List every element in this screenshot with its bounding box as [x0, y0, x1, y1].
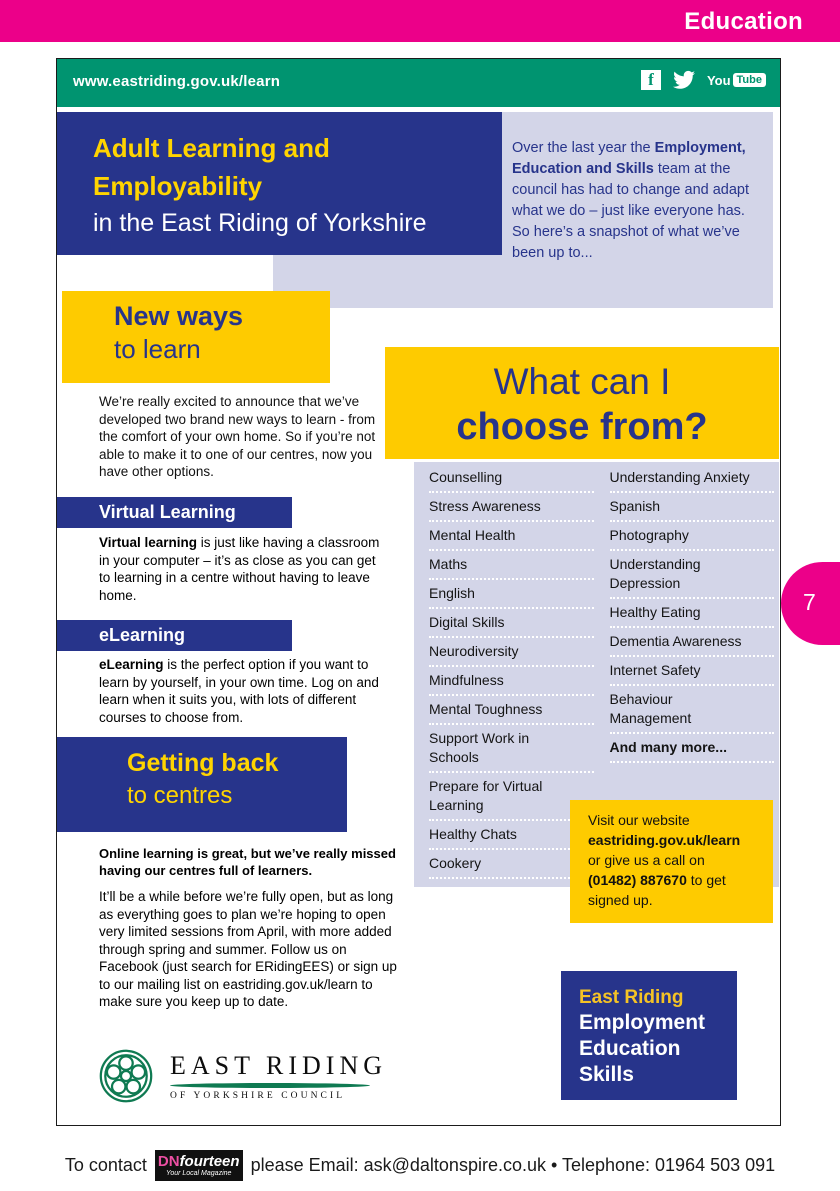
facebook-icon[interactable]: f — [641, 70, 661, 90]
new-ways-body: We’re really excited to announce that we’ve developed two brand new ways to learn - from the comfort of your own home. So if you’re not able to make it to one of our centres, now you have other options. — [99, 394, 376, 479]
elearning-body — [99, 656, 384, 726]
website-bar — [57, 59, 780, 107]
celtic-knot-icon — [98, 1048, 154, 1104]
top-banner — [0, 0, 840, 42]
getting-back-body: It’ll be a while before we’re fully open, but as long as everything goes to plan we’re hoping to open very limited sessions from April, with more added through spring and summer. Follow us on Facebook (just search for ERidingEES) or sign up to our mailing list on eastriding.gov.uk/learn to make sure you keep up to date. — [99, 889, 397, 1009]
getting-back-line-1: Getting back — [127, 749, 279, 777]
elearning-bold: eLearning — [99, 657, 164, 672]
page-number-tab — [781, 562, 840, 645]
council-name: EAST RIDING — [170, 1051, 388, 1080]
page-number: 7 — [803, 589, 816, 615]
choose-line-2: choose from? — [456, 406, 708, 448]
hero-line-1: Adult Learning and — [93, 133, 330, 163]
visit-line-4-rest: to get — [686, 872, 726, 888]
course-item: Stress Awareness — [429, 497, 594, 522]
course-item: Understanding — [609, 556, 701, 572]
course-item: Learning — [429, 796, 594, 821]
course-item: And many more... — [610, 738, 775, 763]
council-divider — [170, 1083, 370, 1088]
footer-after: please Email: ask@daltonspire.co.uk • Telephone: 01964 503 091 — [250, 1155, 776, 1175]
twitter-icon[interactable] — [673, 70, 695, 90]
ees-line-1: East Riding — [579, 987, 684, 1008]
visit-line-1: Visit our website — [588, 812, 690, 828]
council-subtitle: OF YORKSHIRE COUNCIL — [170, 1091, 346, 1101]
hero-line-3: in the East Riding of Yorkshire — [93, 209, 427, 237]
youtube-word: You — [706, 72, 731, 88]
visit-website-box — [570, 800, 773, 923]
new-ways-line-1: New ways — [114, 301, 244, 331]
virtual-learning-heading: Virtual Learning — [57, 497, 292, 528]
course-item: Cookery — [429, 854, 594, 879]
getting-back-heading — [57, 737, 347, 832]
dn-text: DN — [157, 1153, 180, 1170]
course-item: English — [429, 584, 594, 609]
course-item: Maths — [429, 555, 594, 580]
visit-website-link[interactable]: eastriding.gov.uk/learn — [588, 832, 741, 848]
course-item: Understanding Anxiety — [610, 468, 775, 493]
intro-before: Over the last year the — [512, 140, 655, 156]
fourteen-text: fourteen — [179, 1153, 240, 1170]
intro-after: team at the council has had to change and adapt what we do – just like everyone has. So here’s a snapshot of what we’ve been up to... — [512, 161, 750, 261]
council-logo-text — [170, 1051, 387, 1101]
visit-line-3: or give us a call on — [588, 852, 705, 868]
council-logo — [98, 1048, 387, 1104]
footer-bar — [0, 1140, 840, 1191]
course-item: Healthy Eating — [610, 603, 775, 628]
youtube-box: Tube — [733, 73, 766, 87]
getting-back-line-2: to centres — [127, 782, 233, 809]
new-ways-heading — [62, 291, 330, 383]
dnfourteen-logo — [155, 1150, 243, 1181]
hero-title-block — [57, 112, 502, 255]
intro-bold: Employment, Education and Skills — [512, 140, 746, 177]
choose-from-heading — [385, 347, 779, 459]
course-item: Schools — [429, 748, 594, 773]
course-item: Counselling — [429, 468, 594, 493]
course-item: Dementia Awareness — [610, 632, 775, 657]
course-item: Mental Toughness — [429, 700, 594, 725]
course-item: Behaviour — [609, 691, 673, 707]
section-title: Education — [684, 8, 803, 35]
visit-line-5: signed up. — [588, 892, 653, 908]
choose-line-1: What can I — [493, 361, 671, 402]
getting-back-lead: Online learning is great, but we’ve really missed having our centres full of learners. — [99, 846, 396, 878]
virtual-learning-body — [99, 534, 387, 604]
virtual-learning-bold: Virtual learning — [99, 535, 198, 550]
website-url[interactable]: www.eastriding.gov.uk/learn — [73, 73, 281, 90]
visit-phone-number[interactable]: (01482) 887670 — [588, 872, 687, 888]
course-item: Digital Skills — [429, 613, 594, 638]
ees-line-2: Employment — [579, 1011, 706, 1034]
course-item: Depression — [610, 574, 775, 599]
course-item: Healthy Chats — [429, 825, 594, 850]
social-links — [641, 70, 766, 90]
course-item: Support Work in — [429, 730, 530, 746]
ees-line-4: Skills — [579, 1063, 634, 1086]
course-item: Mental Health — [429, 526, 594, 551]
course-item: Photography — [610, 526, 775, 551]
ees-line-3: Education — [579, 1037, 681, 1060]
youtube-icon[interactable] — [707, 73, 766, 88]
elearning-heading: eLearning — [57, 620, 292, 651]
course-item: Internet Safety — [610, 661, 775, 686]
dnfourteen-tagline: Your Local Magazine — [166, 1170, 232, 1177]
intro-paragraph — [512, 138, 762, 264]
course-item: Mindfulness — [429, 671, 594, 696]
hero-line-2: Employability — [93, 171, 263, 201]
dnfourteen-wordmark — [158, 1153, 240, 1170]
course-item: Management — [610, 709, 775, 734]
elearning-rest: is the perfect option if you want to learn by yourself, in your own time. Log on and learn when it suits you, with lots of different courses to choose from. — [99, 657, 379, 725]
footer-before: To contact — [64, 1155, 147, 1175]
course-item: Prepare for Virtual — [429, 778, 543, 794]
new-ways-line-2: to learn — [114, 334, 201, 364]
course-column-left — [429, 468, 594, 883]
course-item: Spanish — [610, 497, 775, 522]
ees-logo-box — [561, 971, 737, 1100]
course-item: Neurodiversity — [429, 642, 594, 667]
virtual-learning-rest: is just like having a classroom in your computer – it’s as close as you can get to learning in a centre without having to leave home. — [99, 535, 380, 603]
